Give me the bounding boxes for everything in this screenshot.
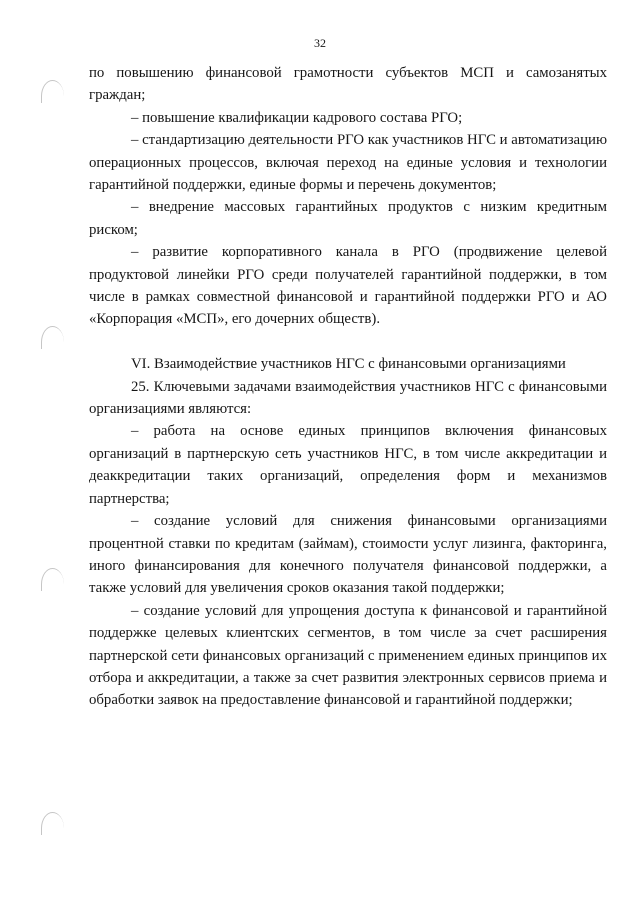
paragraph-25: 25. Ключевыми задачами взаимодействия участников НГС с финансовыми организациями являются: [89,378,607,418]
binder-hole-3 [41,568,64,591]
section-heading: VI. Взаимодействие участников НГС с финансовыми организациями [131,356,566,373]
paragraph-continued: по повышению финансовой грамотности субъектов МСП и самозанятых граждан; [89,65,607,104]
list-item-mass-products: – внедрение массовых гарантийных продуктов с низким кредитным риском; [89,199,607,238]
document-body [89,62,607,712]
list-item-qualification: – повышение квалификации кадрового состава РГО; [131,109,463,126]
list-item-unified-principles: – работа на основе единых принципов включения финансовых организаций в партнерскую сеть участников НГС, в том числе аккредитации и деаккредитации таких организаций, определения форм и механизмов партнерства; [89,423,607,507]
list-item-rate-reduction: – создание условий для снижения финансовыми организациями процентной ставки по кредитам (займам), стоимости услуг лизинга, факторинга, иного финансирования для конечного получателя финансовой поддержки, а также условий для увеличения сроков оказания такой поддержки; [89,513,607,597]
page-number: 32 [314,36,326,50]
list-item-corporate-channel: – развитие корпоративного канала в РГО (продвижение целевой продуктовой линейки РГО среди получателей гарантийной поддержки, в том числе в рамках совместной финансовой и гарантийной поддержки РГО и АО «Корпорация «МСП», его дочерних обществ). [89,244,607,328]
binder-hole-4 [41,812,64,835]
binder-hole-2 [41,326,64,349]
list-item-access-simplification: – создание условий для упрощения доступа к финансовой и гарантийной поддержке целевых клиентских сегментов, в том числе за счет расширения партнерской сети финансовых организаций с применением единых принципов их отбора и аккредитации, а также за счет развития электронных сервисов приема и обработки заявок на предоставление финансовой и гарантийной поддержки; [89,602,607,709]
list-item-standardization: – стандартизацию деятельности РГО как участников НГС и автоматизацию операционных процессов, включая переход на единые условия и технологии гарантийной поддержки, единые формы и перечень документов; [89,132,607,194]
section-spacer [89,331,607,353]
binder-hole-1 [41,80,64,103]
